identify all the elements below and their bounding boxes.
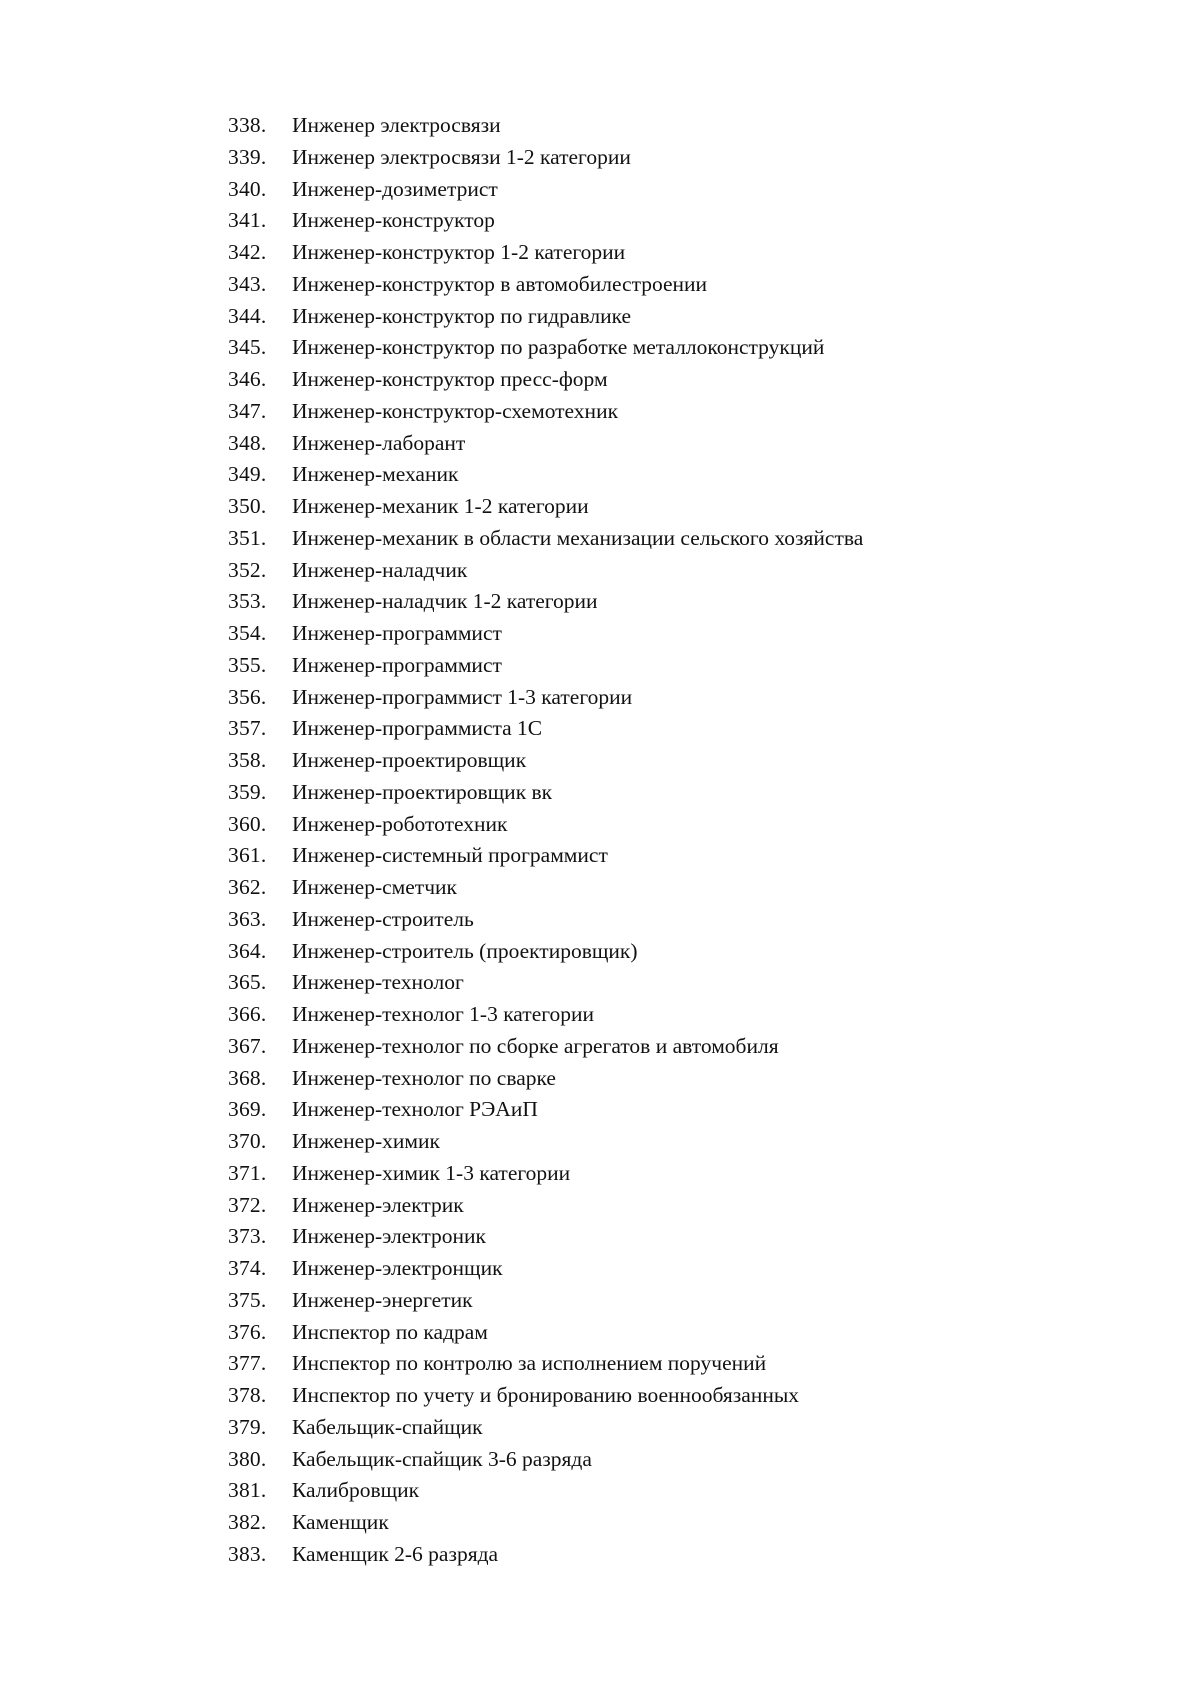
item-label: Инженер-конструктор по гидравлике [292, 303, 632, 328]
item-label: Инженер-электрик [292, 1192, 464, 1217]
list-item [228, 1380, 1128, 1412]
item-label: Инженер-лаборант [292, 430, 466, 455]
item-label: Инспектор по учету и бронированию военнообязанных [292, 1383, 800, 1407]
item-label: Инженер-технолог по сварке [292, 1065, 556, 1090]
item-number: 365. [228, 970, 267, 995]
list-item [228, 364, 1128, 396]
item-label: Инженер-наладчик 1-2 категории [292, 589, 598, 614]
list-item [228, 269, 1128, 301]
list-item [228, 1221, 1128, 1253]
item-label: Инженер-строитель [292, 906, 474, 931]
profession-list [228, 110, 1128, 1571]
item-number: 375. [228, 1287, 267, 1312]
item-number: 346. [228, 367, 267, 391]
item-number: 339. [228, 144, 267, 169]
list-item [228, 142, 1128, 174]
list-item [228, 1475, 1128, 1507]
list-item [228, 682, 1128, 714]
item-label: Инженер-механик 1-2 категории [292, 494, 589, 518]
item-label: Инженер-энергетик [292, 1287, 473, 1312]
list-item [228, 174, 1128, 206]
item-number: 379. [228, 1414, 267, 1439]
list-item [228, 936, 1128, 968]
list-item [228, 1253, 1128, 1285]
item-number: 350. [228, 494, 267, 518]
item-number: 374. [228, 1256, 267, 1280]
item-number: 370. [228, 1129, 267, 1153]
item-label: Калибровщик [292, 1478, 420, 1503]
list-item [228, 1126, 1128, 1158]
item-number: 358. [228, 748, 267, 772]
list-item [228, 555, 1128, 587]
item-number: 369. [228, 1097, 267, 1122]
item-label: Инженер-конструктор по разработке металлоконструкций [292, 335, 825, 360]
item-label: Кабельщик-спайщик 3-6 разряда [292, 1446, 592, 1471]
item-label: Инженер-системный программист [292, 843, 608, 868]
item-label: Инспектор по кадрам [292, 1319, 488, 1344]
item-label: Инженер-электроник [292, 1224, 486, 1249]
item-label: Инженер-конструктор [292, 208, 495, 233]
list-item [228, 904, 1128, 936]
item-number: 352. [228, 557, 267, 582]
item-label: Инженер-программиста 1С [292, 716, 543, 741]
item-label: Инженер-программист [292, 652, 502, 677]
item-label: Инженер-технолог по сборке агрегатов и автомобиля [292, 1033, 779, 1058]
item-number: 341. [228, 208, 267, 233]
list-item [228, 237, 1128, 269]
item-label: Каменщик 2-6 разряда [292, 1541, 499, 1566]
list-item [228, 1444, 1128, 1476]
list-item [228, 1539, 1128, 1571]
item-number: 378. [228, 1383, 267, 1407]
item-label: Инженер-механик в области механизации сельского хозяйства [292, 525, 864, 550]
item-number: 356. [228, 684, 267, 709]
item-number: 373. [228, 1224, 267, 1249]
item-number: 368. [228, 1065, 267, 1090]
item-label: Каменщик [292, 1510, 389, 1534]
item-label: Инженер-робототехник [292, 811, 508, 836]
item-label: Инженер-технолог 1-3 категории [292, 1002, 595, 1026]
item-label: Инженер-проектировщик [292, 748, 527, 772]
list-item [228, 523, 1128, 555]
item-number: 354. [228, 621, 267, 645]
list-item [228, 1317, 1128, 1349]
list-item [228, 1031, 1128, 1063]
item-number: 382. [228, 1510, 267, 1534]
item-label: Инженер-конструктор в автомобилестроении [292, 271, 708, 296]
item-number: 372. [228, 1192, 267, 1217]
list-item [228, 332, 1128, 364]
item-number: 343. [228, 271, 267, 296]
item-label: Инженер-электронщик [292, 1256, 503, 1280]
item-label: Инженер-дозиметрист [292, 176, 498, 201]
item-number: 383. [228, 1541, 267, 1566]
item-number: 363. [228, 906, 267, 931]
item-number: 340. [228, 176, 267, 201]
item-label: Инженер-химик 1-3 категории [292, 1160, 571, 1185]
item-label: Инженер электросвязи [292, 113, 501, 137]
item-label: Инженер-химик [292, 1129, 440, 1153]
item-number: 364. [228, 938, 267, 963]
item-number: 380. [228, 1446, 267, 1471]
list-item [228, 205, 1128, 237]
item-number: 381. [228, 1478, 267, 1503]
item-number: 362. [228, 875, 267, 899]
item-label: Кабельщик-спайщик [292, 1414, 483, 1439]
list-item [228, 840, 1128, 872]
list-item [228, 618, 1128, 650]
item-label: Инженер-проектировщик вк [292, 779, 553, 804]
item-label: Инженер-механик [292, 462, 459, 487]
item-label: Инженер-технолог РЭАиП [292, 1097, 538, 1122]
list-item [228, 396, 1128, 428]
item-label: Инженер-конструктор-схемотехник [292, 398, 619, 423]
item-number: 377. [228, 1351, 267, 1376]
item-number: 345. [228, 335, 267, 360]
list-item [228, 1190, 1128, 1222]
list-item [228, 1507, 1128, 1539]
item-number: 351. [228, 525, 267, 550]
item-label: Инженер-строитель (проектировщик) [292, 938, 638, 963]
item-number: 338. [228, 113, 267, 137]
list-item [228, 777, 1128, 809]
list-item [228, 1285, 1128, 1317]
list-item [228, 428, 1128, 460]
list-item [228, 1412, 1128, 1444]
item-label: Инженер электросвязи 1-2 категории [292, 144, 631, 169]
list-item [228, 459, 1128, 491]
item-number: 353. [228, 589, 267, 614]
item-number: 359. [228, 779, 267, 804]
item-number: 367. [228, 1033, 267, 1058]
item-number: 360. [228, 811, 267, 836]
item-label: Инженер-наладчик [292, 557, 468, 582]
item-number: 357. [228, 716, 267, 741]
item-number: 376. [228, 1319, 267, 1344]
list-item [228, 1094, 1128, 1126]
item-label: Инспектор по контролю за исполнением поручений [292, 1351, 767, 1376]
item-number: 348. [228, 430, 267, 455]
item-label: Инженер-программист 1-3 категории [292, 684, 633, 709]
list-item [228, 1348, 1128, 1380]
item-number: 349. [228, 462, 267, 487]
item-number: 344. [228, 303, 267, 328]
item-number: 371. [228, 1160, 267, 1185]
item-number: 361. [228, 843, 267, 868]
item-number: 366. [228, 1002, 267, 1026]
list-item [228, 999, 1128, 1031]
item-label: Инженер-технолог [292, 970, 464, 995]
list-item [228, 650, 1128, 682]
item-label: Инженер-конструктор пресс-форм [292, 367, 608, 391]
item-label: Инженер-конструктор 1-2 категории [292, 240, 626, 264]
list-item [228, 586, 1128, 618]
item-number: 342. [228, 240, 267, 264]
list-item [228, 872, 1128, 904]
list-item [228, 491, 1128, 523]
list-item [228, 745, 1128, 777]
list-item [228, 713, 1128, 745]
list-item [228, 809, 1128, 841]
item-label: Инженер-программист [292, 621, 502, 645]
list-item [228, 967, 1128, 999]
list-item [228, 301, 1128, 333]
list-item [228, 110, 1128, 142]
item-number: 347. [228, 398, 267, 423]
list-item [228, 1063, 1128, 1095]
list-item [228, 1158, 1128, 1190]
item-label: Инженер-сметчик [292, 875, 457, 899]
item-number: 355. [228, 652, 267, 677]
